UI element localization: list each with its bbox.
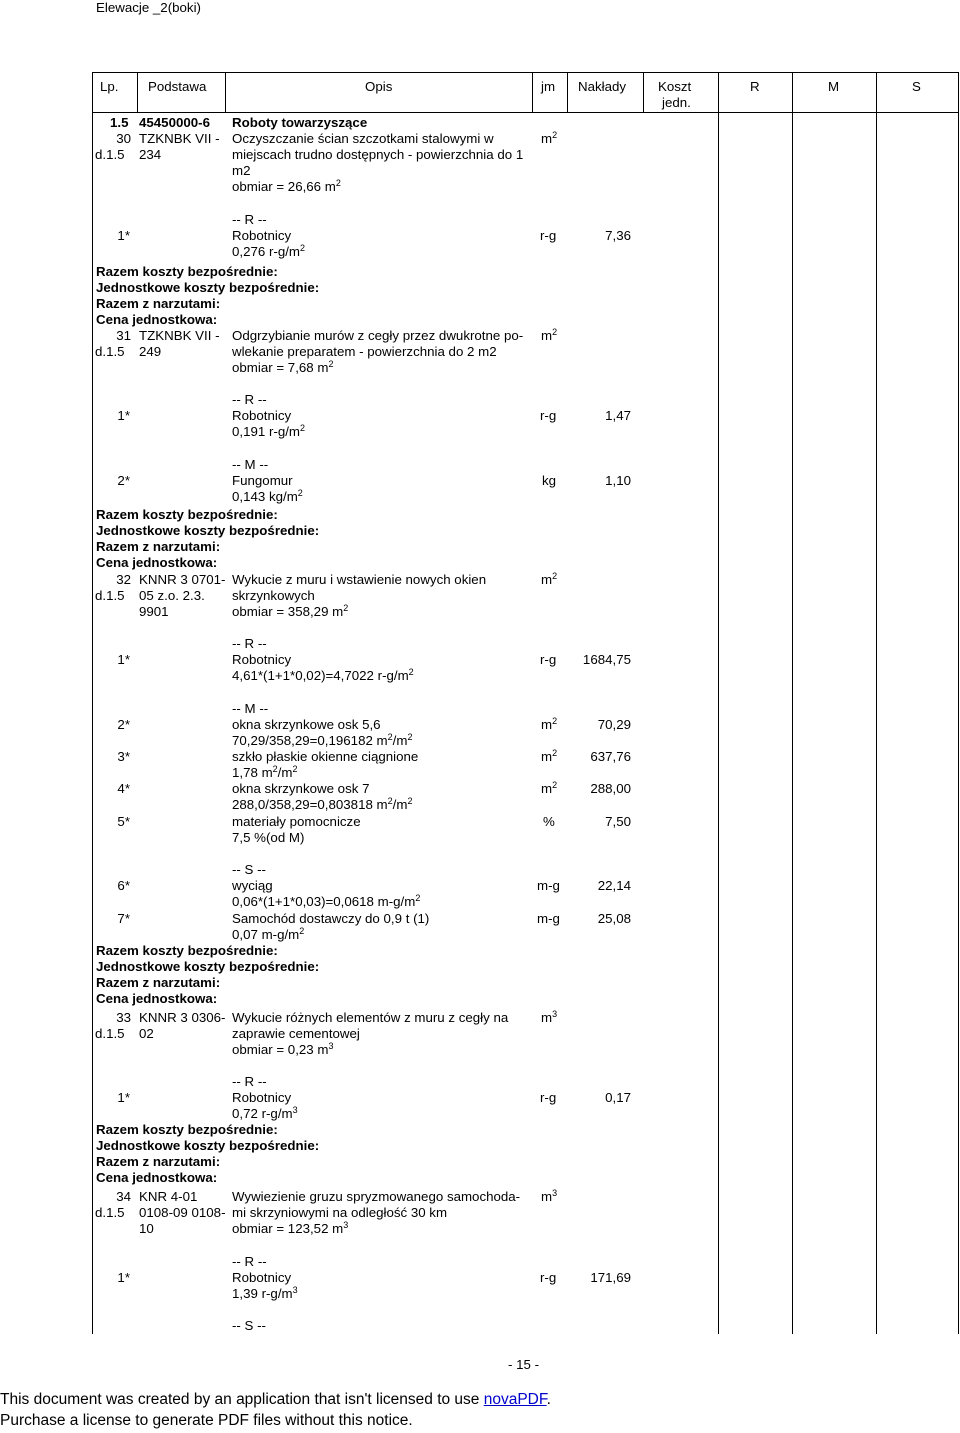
exponent: 2 <box>552 780 558 790</box>
resource-norm <box>232 489 303 505</box>
resource-number: 1* <box>117 408 130 423</box>
unit-text: m <box>541 328 553 343</box>
item-description: Wywiezienie gruzu spryzmowanego samochoda- <box>232 1189 521 1204</box>
exponent: 3 <box>343 1220 349 1230</box>
col-divider <box>643 72 644 112</box>
item-base: KNR 4-01 <box>139 1189 198 1204</box>
resource-number: 3* <box>117 749 130 764</box>
resource-unit: m-g <box>537 878 560 893</box>
resource-number: 1* <box>117 1270 130 1285</box>
resource-quantity: 1684,75 <box>582 652 631 667</box>
item-lp: 32 <box>116 572 131 587</box>
resource-quantity: 7,36 <box>605 228 631 243</box>
resource-unit: r-g <box>540 408 557 423</box>
resource-name: Robotnicy <box>232 652 292 667</box>
resource-norm <box>232 1106 298 1122</box>
resource-unit: m-g <box>537 911 560 926</box>
resource-norm <box>232 894 420 910</box>
summary-direct-costs: Razem koszty bezpośrednie: <box>96 264 278 279</box>
document-title: Elewacje _2(boki) <box>96 0 201 15</box>
norm-text: /m <box>392 797 408 812</box>
resource-name: Robotnicy <box>232 408 292 423</box>
resource-norm <box>232 797 412 813</box>
obmiar-text: obmiar = 358,29 m <box>232 604 344 619</box>
license-notice-line1 <box>0 1390 551 1410</box>
norm-text: 1,78 m <box>232 765 273 780</box>
item-lp-ref: d.1.5 <box>95 1026 125 1041</box>
notice-text: . <box>546 1391 551 1408</box>
resource-name: Robotnicy <box>232 1090 292 1105</box>
item-description: miejscach trudno dostępnych - powierzchnia do 1 <box>232 147 524 162</box>
summary-unit-direct-costs: Jednostkowe koszty bezpośrednie: <box>96 959 320 974</box>
resource-name: okna skrzynkowe osk 5,6 <box>232 717 381 732</box>
resource-name: Robotnicy <box>232 228 292 243</box>
exponent: 2 <box>299 926 305 936</box>
unit-text: m <box>541 749 553 764</box>
item-obmiar <box>232 360 333 376</box>
item-lp-ref: d.1.5 <box>95 588 125 603</box>
material-tag: -- M -- <box>232 701 269 716</box>
item-base: 05 z.o. 2.3. <box>139 588 205 603</box>
header-koszt: Koszt <box>658 79 692 94</box>
item-description: mi skrzyniowymi na odległość 30 km <box>232 1205 448 1220</box>
header-jm: jm <box>541 79 556 94</box>
header-m: M <box>828 79 840 94</box>
resource-unit: r-g <box>540 228 557 243</box>
item-lp: 33 <box>116 1010 131 1025</box>
exponent: 2 <box>552 571 558 581</box>
resource-number: 1* <box>117 1090 130 1105</box>
exponent: 3 <box>292 1285 298 1295</box>
exponent: 2 <box>415 893 421 903</box>
resource-number: 1* <box>117 228 130 243</box>
resource-number: 7* <box>117 911 130 926</box>
header-s: S <box>912 79 921 94</box>
resource-unit <box>541 717 557 733</box>
unit-text: m <box>541 131 553 146</box>
norm-text: /m <box>392 733 408 748</box>
norm-text: 4,61*(1+1*0,02)=4,7022 r-g/m <box>232 668 409 683</box>
exponent: 2 <box>552 716 558 726</box>
exponent: 2 <box>343 603 349 613</box>
obmiar-text: obmiar = 0,23 m <box>232 1042 329 1057</box>
unit-text: m <box>541 717 553 732</box>
resource-unit: % <box>543 814 555 829</box>
col-divider-m <box>876 72 877 1334</box>
resource-name: Samochód dostawczy do 0,9 t (1) <box>232 911 430 926</box>
col-divider <box>532 72 533 112</box>
labor-tag: -- R -- <box>232 392 267 407</box>
resource-number: 5* <box>117 814 130 829</box>
exponent: 2 <box>300 243 306 253</box>
resource-norm: 7,5 %(od M) <box>232 830 305 845</box>
resource-unit: r-g <box>540 1090 557 1105</box>
exponent: 2 <box>328 359 334 369</box>
unit-text: m <box>541 781 553 796</box>
item-lp-ref: d.1.5 <box>95 147 125 162</box>
summary-with-markups: Razem z narzutami: <box>96 296 221 311</box>
item-unit <box>541 328 557 344</box>
header-koszt-jedn: jedn. <box>662 95 691 110</box>
summary-direct-costs: Razem koszty bezpośrednie: <box>96 943 278 958</box>
resource-number: 1* <box>117 652 130 667</box>
section-number: 1.5 <box>110 115 129 130</box>
resource-unit: r-g <box>540 652 557 667</box>
resource-name: Fungomur <box>232 473 293 488</box>
item-lp-ref: d.1.5 <box>95 1205 125 1220</box>
header-r: R <box>750 79 760 94</box>
resource-unit <box>541 749 557 765</box>
col-divider <box>567 72 568 112</box>
labor-tag: -- R -- <box>232 1074 267 1089</box>
item-description: Wykucie z muru i wstawienie nowych okien <box>232 572 487 587</box>
resource-quantity: 0,17 <box>605 1090 631 1105</box>
norm-text: 0,143 kg/m <box>232 489 298 504</box>
section-title: Roboty towarzyszące <box>232 115 368 130</box>
resource-norm <box>232 765 297 781</box>
item-description: wlekanie preparatem - powierzchnia do 2 m2 <box>232 344 497 359</box>
resource-quantity: 70,29 <box>597 717 631 732</box>
resource-name: wyciąg <box>232 878 273 893</box>
item-unit <box>541 1010 557 1026</box>
norm-text: 288,0/358,29=0,803818 m <box>232 797 388 812</box>
item-description: Oczyszczanie ścian szczotkami stalowymi w <box>232 131 494 146</box>
resource-norm <box>232 244 305 260</box>
item-base: 02 <box>139 1026 154 1041</box>
exponent: 2 <box>407 732 413 742</box>
resource-name: okna skrzynkowe osk 7 <box>232 781 370 796</box>
item-base: TZKNBK VII - <box>139 328 220 343</box>
col-divider <box>137 72 138 112</box>
summary-with-markups: Razem z narzutami: <box>96 539 221 554</box>
resource-number: 2* <box>117 473 130 488</box>
item-obmiar <box>232 179 341 195</box>
obmiar-text: obmiar = 26,66 m <box>232 179 336 194</box>
resource-quantity: 7,50 <box>605 814 631 829</box>
exponent: 3 <box>552 1009 558 1019</box>
summary-direct-costs: Razem koszty bezpośrednie: <box>96 507 278 522</box>
col-divider-r <box>792 72 793 1334</box>
section-code: 45450000-6 <box>139 115 210 130</box>
resource-quantity: 171,69 <box>590 1270 631 1285</box>
resource-name: szkło płaskie okienne ciągnione <box>232 749 419 764</box>
resource-name: Robotnicy <box>232 1270 292 1285</box>
resource-quantity: 1,47 <box>605 408 631 423</box>
norm-text: 0,72 r-g/m <box>232 1106 293 1121</box>
resource-norm <box>232 668 414 684</box>
summary-unit-direct-costs: Jednostkowe koszty bezpośrednie: <box>96 523 320 538</box>
item-base: 234 <box>139 147 162 162</box>
exponent: 3 <box>292 1105 298 1115</box>
item-obmiar <box>232 604 348 620</box>
header-podstawa: Podstawa <box>148 79 207 94</box>
labor-tag: -- R -- <box>232 636 267 651</box>
item-base: TZKNBK VII - <box>139 131 220 146</box>
notice-text: This document was created by an application that isn't licensed to use <box>0 1391 484 1408</box>
summary-unit-price: Cena jednostkowa: <box>96 312 218 327</box>
item-unit <box>541 572 557 588</box>
resource-number: 4* <box>117 781 130 796</box>
resource-quantity: 637,76 <box>590 749 631 764</box>
norm-text: 70,29/358,29=0,196182 m <box>232 733 388 748</box>
exponent: 2 <box>297 488 303 498</box>
resource-quantity: 25,08 <box>597 911 631 926</box>
unit-text: m <box>541 572 553 587</box>
header-bottom-border <box>92 112 958 113</box>
item-base: 9901 <box>139 604 169 619</box>
equipment-tag: -- S -- <box>232 1318 266 1333</box>
summary-with-markups: Razem z narzutami: <box>96 975 221 990</box>
summary-unit-price: Cena jednostkowa: <box>96 1170 218 1185</box>
resource-quantity: 1,10 <box>605 473 631 488</box>
novapdf-link[interactable]: novaPDF <box>483 1391 547 1408</box>
exponent: 3 <box>328 1041 334 1051</box>
item-obmiar <box>232 1042 333 1058</box>
summary-unit-price: Cena jednostkowa: <box>96 555 218 570</box>
exponent: 2 <box>387 796 393 806</box>
labor-tag: -- R -- <box>232 212 267 227</box>
exponent: 2 <box>292 764 298 774</box>
exponent: 2 <box>407 796 413 806</box>
table-left-border <box>92 72 93 1334</box>
resource-norm <box>232 1286 298 1302</box>
exponent: 2 <box>552 748 558 758</box>
obmiar-text: obmiar = 7,68 m <box>232 360 329 375</box>
summary-unit-price: Cena jednostkowa: <box>96 991 218 1006</box>
material-tag: -- M -- <box>232 457 269 472</box>
license-notice-line2: Purchase a license to generate PDF files without this notice. <box>0 1412 413 1429</box>
item-base: KNNR 3 0306- <box>139 1010 226 1025</box>
item-base: 0108-09 0108- <box>139 1205 226 1220</box>
item-base: 10 <box>139 1221 154 1236</box>
summary-with-markups: Razem z narzutami: <box>96 1154 221 1169</box>
item-unit <box>541 1189 557 1205</box>
table-right-border <box>958 72 959 1334</box>
summary-direct-costs: Razem koszty bezpośrednie: <box>96 1122 278 1137</box>
item-unit <box>541 131 557 147</box>
header-naklady: Nakłady <box>578 79 627 94</box>
exponent: 2 <box>408 667 414 677</box>
item-description: Odgrzybianie murów z cegły przez dwukrotne po- <box>232 328 524 343</box>
resource-norm <box>232 424 305 440</box>
item-lp: 34 <box>116 1189 131 1204</box>
unit-text: m <box>541 1010 553 1025</box>
exponent: 2 <box>552 327 558 337</box>
equipment-tag: -- S -- <box>232 862 266 877</box>
exponent: 3 <box>552 1188 558 1198</box>
resource-name: materiały pomocnicze <box>232 814 361 829</box>
item-lp: 31 <box>116 328 131 343</box>
item-base: KNNR 3 0701- <box>139 572 226 587</box>
item-description: skrzynkowych <box>232 588 315 603</box>
resource-unit: kg <box>542 473 557 488</box>
norm-text: 0,07 m-g/m <box>232 927 300 942</box>
resource-number: 6* <box>117 878 130 893</box>
norm-text: 1,39 r-g/m <box>232 1286 293 1301</box>
item-base: 249 <box>139 344 162 359</box>
resource-quantity: 288,00 <box>590 781 631 796</box>
labor-tag: -- R -- <box>232 1254 267 1269</box>
col-divider-cost <box>718 72 719 1334</box>
exponent: 2 <box>335 178 341 188</box>
item-lp-ref: d.1.5 <box>95 344 125 359</box>
norm-text: /m <box>277 765 293 780</box>
summary-unit-direct-costs: Jednostkowe koszty bezpośrednie: <box>96 280 320 295</box>
item-description: Wykucie różnych elementów z muru z cegły na <box>232 1010 509 1025</box>
item-obmiar <box>232 1221 348 1237</box>
col-divider <box>225 72 226 112</box>
summary-unit-direct-costs: Jednostkowe koszty bezpośrednie: <box>96 1138 320 1153</box>
exponent: 2 <box>387 732 393 742</box>
norm-text: 0,191 r-g/m <box>232 424 300 439</box>
header-lp: Lp. <box>100 79 119 94</box>
resource-unit <box>541 781 557 797</box>
resource-unit: r-g <box>540 1270 557 1285</box>
exponent: 2 <box>272 764 278 774</box>
unit-text: m <box>541 1189 553 1204</box>
norm-text: 0,276 r-g/m <box>232 244 300 259</box>
page-number: - 15 - <box>508 1357 540 1372</box>
resource-norm <box>232 733 412 749</box>
item-description: m2 <box>232 163 251 178</box>
exponent: 2 <box>552 130 558 140</box>
exponent: 2 <box>300 423 306 433</box>
norm-text: 0,06*(1+1*0,03)=0,0618 m-g/m <box>232 894 416 909</box>
header-opis: Opis <box>365 79 393 94</box>
resource-quantity: 22,14 <box>597 878 631 893</box>
resource-norm <box>232 927 304 943</box>
table-top-border <box>92 72 958 73</box>
item-description: zaprawie cementowej <box>232 1026 360 1041</box>
obmiar-text: obmiar = 123,52 m <box>232 1221 344 1236</box>
item-lp: 30 <box>116 131 131 146</box>
resource-number: 2* <box>117 717 130 732</box>
